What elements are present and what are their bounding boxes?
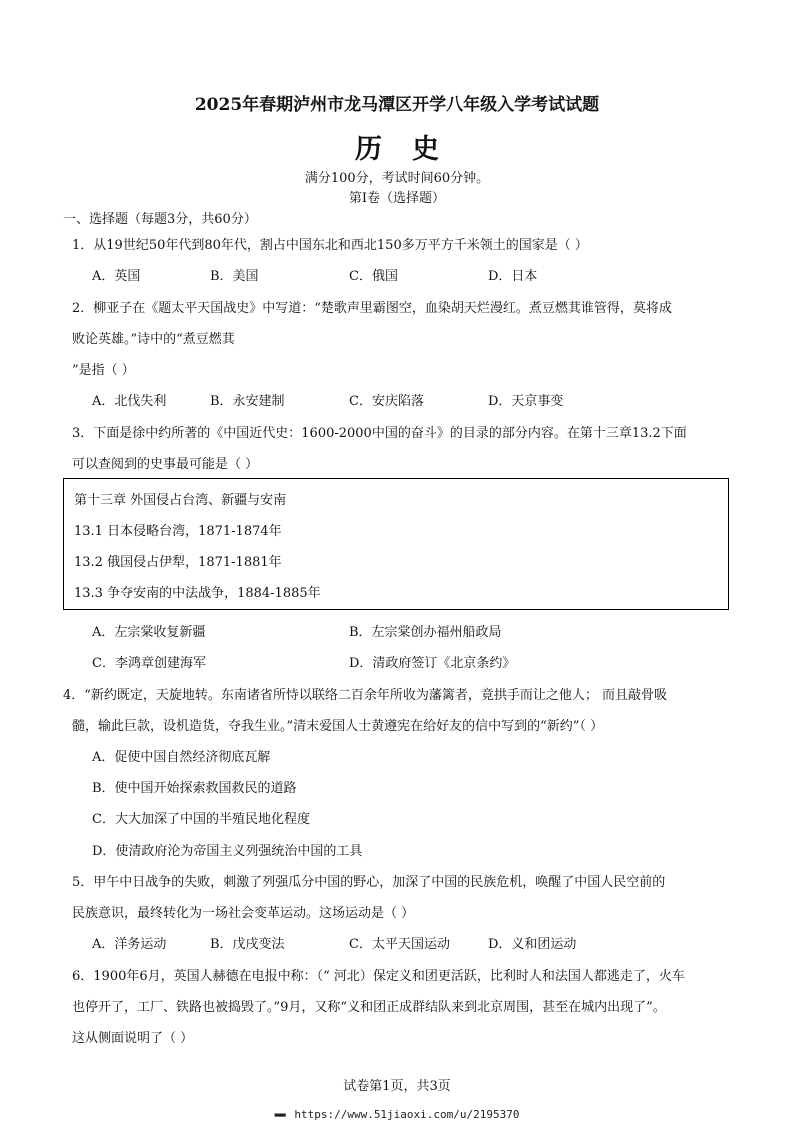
q4-option-d: D．使清政府沦为帝国主义列强统治中国的工具 <box>92 844 363 859</box>
section-heading: 一、选择题（每题3分，共60分） <box>63 212 257 227</box>
q4-option-a: A．促使中国自然经济彻底瓦解 <box>92 750 271 765</box>
q5-stem-line1: 5．甲午中日战争的失败，刺激了列强瓜分中国的野心，加深了中国的民族危机，唤醒了中国人民空前的 <box>72 875 666 890</box>
q1-stem: 1．从19世纪50年代到80年代，割占中国东北和西北150多万平方千米领土的国家是（ ） <box>72 238 588 253</box>
page-footer: 试卷第1页，共3页 <box>343 1079 451 1094</box>
q3-stem-line1: 3．下面是徐中约所著的《中国近代史：1600-2000中国的奋斗》的目录的部分内容。在第十三章13.2下面 <box>72 426 687 441</box>
q2-option-a: A．北伐失利 <box>92 394 167 409</box>
exam-info: 满分100分，考试时间60分钟。 <box>304 171 490 186</box>
q3-option-b: B．左宗棠创办福州船政局 <box>349 625 502 640</box>
q4-stem-line2: 髓，输此巨款，设机造货，夺我生业。”清末爱国人士黄遵宪在给好友的信中写到的“新约”（ ） <box>72 719 604 734</box>
watermark-url <box>0 1108 794 1121</box>
q2-stem-line2: 败论英雄。”诗中的“煮豆燃萁 <box>72 332 235 347</box>
q4-stem-line1: 4．“新约既定，天旋地转。东南诸省所恃以联络二百余年所收为藩篱者，竟拱手而让之他人； 而且敲骨吸 <box>63 688 668 703</box>
q5-stem-line2: 民族意识，最终转化为一场社会变革运动。这场运动是（ ） <box>72 906 415 921</box>
q2-option-c: C．安庆陷落 <box>349 394 424 409</box>
q1-option-c: C．俄国 <box>349 269 398 284</box>
q2-stem-line3: ”是指（ ） <box>72 363 135 378</box>
q6-stem-line3: 这从侧面说明了（ ） <box>72 1031 194 1046</box>
toc-item: 13.3 争夺安南的中法战争，1884-1885年 <box>74 586 321 601</box>
q3-option-d: D．清政府签订《北京条约》 <box>349 656 516 671</box>
volume-title: 第Ⅰ卷（选择题） <box>348 191 446 206</box>
q1-option-a: A．英国 <box>92 269 141 284</box>
q5-option-d: D．义和团运动 <box>488 937 577 952</box>
q4-option-c: C．大大加深了中国的半殖民地化程度 <box>92 812 310 827</box>
q2-option-d: D．天京事变 <box>488 394 564 409</box>
watermark-url-text: https://www.51jiaoxi.com/u/2195370 <box>294 1108 520 1121</box>
q3-option-a: A．左宗棠收复新疆 <box>92 625 206 640</box>
q5-option-b: B．戊戌变法 <box>210 937 285 952</box>
q6-stem-line1: 6．1900年6月，英国人赫德在电报中称：（“ 河北）保定义和团更活跃，比利时人和法国人都逃走了，火车 <box>72 969 685 984</box>
exam-title: 2025年春期泸州市龙马潭区开学八年级入学考试试题 <box>194 95 600 115</box>
toc-item: 13.2 俄国侵占伊犁，1871-1881年 <box>74 555 282 570</box>
q3-stem-line2: 可以查阅到的史事最可能是（ ） <box>72 457 259 472</box>
q5-option-c: C．太平天国运动 <box>349 937 450 952</box>
toc-chapter: 第十三章 外国侵占台湾、新疆与安南 <box>74 493 287 508</box>
q3-option-c: C．李鸿章创建海军 <box>92 656 206 671</box>
q2-stem-line1: 2．柳亚子在《题太平天国战史》中写道：“楚歌声里霸图空，血染胡天烂漫红。煮豆燃萁谁管得，莫将成 <box>72 301 672 316</box>
subject-title: 历史 <box>355 134 469 165</box>
q1-option-d: D．日本 <box>488 269 538 284</box>
q1-option-b: B．美国 <box>210 269 259 284</box>
q5-option-a: A．洋务运动 <box>92 937 167 952</box>
q2-option-b: B．永安建制 <box>210 394 285 409</box>
watermark-logo-icon: ▬▬ <box>274 1108 289 1121</box>
toc-item: 13.1 日本侵略台湾，1871-1874年 <box>74 524 282 539</box>
q6-stem-line2: 也停开了，工厂、铁路也被捣毁了。”9月，又称“义和团正成群结队来到北京周围，甚至在城内出现了”。 <box>72 1000 666 1015</box>
q4-option-b: B．使中国开始探索救国救民的道路 <box>92 781 297 796</box>
q3-table-of-contents-box <box>63 478 729 610</box>
